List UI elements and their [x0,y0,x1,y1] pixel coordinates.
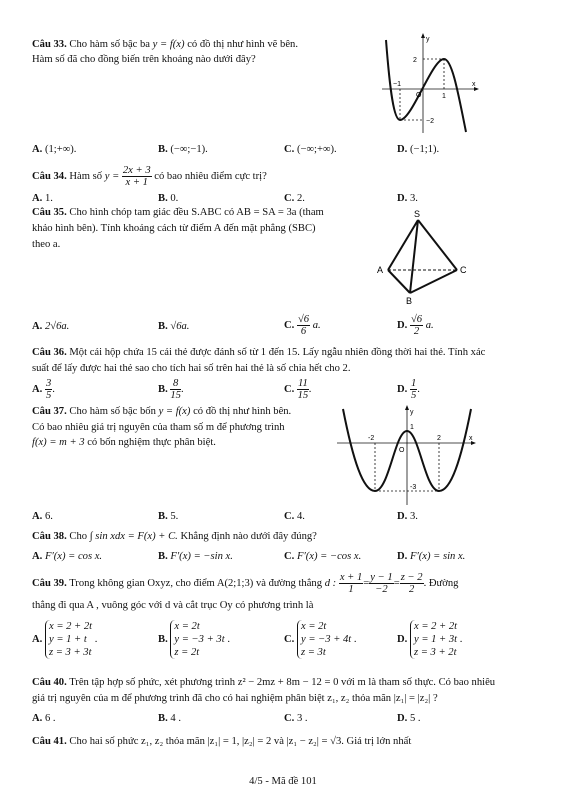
fraction-denominator: 5 [410,390,417,402]
system-row: z = 3 + 3t [48,647,92,658]
fraction-denominator: −2 [375,584,388,596]
option-label: C. [284,193,295,204]
q39-line-name: d : [324,578,337,589]
option-fraction [410,378,417,401]
option-value: (1;+∞). [44,144,77,155]
option-value: (−∞;+∞). [296,144,337,155]
question-label: Câu 39. [32,578,67,589]
q37-option-d[interactable] [397,510,418,524]
option-system [410,620,457,659]
q33-x-axis-label: x [472,81,476,88]
option-label: A. [32,321,43,332]
fraction-numerator: 8 [170,378,181,390]
q39-text2: . Đường [423,578,459,589]
fraction-numerator: √6 [297,314,310,326]
q36-option-c[interactable]: C. $\frac{11}{15}$ . [284,378,312,402]
question-label: Câu 33. [32,39,67,50]
question-label: Câu 40. [32,677,67,688]
option-value: 1. [44,193,53,204]
q33-tick-y-bottom: −2 [426,118,434,125]
option-label: A. [32,144,43,155]
q38-option-d[interactable] [397,550,465,564]
option-tail: . [227,633,230,645]
q33-option-a[interactable] [32,143,76,157]
q34-option-b[interactable] [158,192,178,206]
q39-option-b[interactable] [158,620,230,659]
fraction-denominator: 2 [413,326,420,338]
option-label: A. [32,713,43,724]
option-tail: . [353,633,357,645]
q37-line2: Có bao nhiêu giá trị nguyên của tham số m để phương trình [32,422,285,433]
q35-vertex-s: S [414,209,421,219]
option-label: D. [397,384,408,395]
q33-tick-x-right: 1 [442,93,446,100]
option-label: D. [397,193,408,204]
option-label: C. [284,144,295,155]
option-value: F′(x) = sin x. [409,551,466,562]
option-label: C. [284,384,295,395]
q35-option-b[interactable] [158,320,189,334]
q34-option-d[interactable] [397,192,418,206]
fraction-numerator: x + 1 [339,572,363,584]
q34-lhs: y = [104,171,120,182]
option-tail: . [459,633,463,645]
q33-line2: Hàm số đã cho đồng biến trên khoảng nào dưới đây? [32,54,256,65]
option-label: B. [158,511,168,522]
option-system [45,620,92,659]
q34-option-a[interactable] [32,192,53,206]
q36-option-b[interactable]: B. $\frac{8}{15}$ . [158,378,184,402]
option-value: F′(x) = −sin x. [170,551,233,562]
q35-pyramid-figure [372,208,472,308]
option-tail: . [94,633,98,645]
q35-line1 [32,206,324,220]
fraction-denominator: 1 [348,584,354,596]
option-value: 4 . [170,713,181,724]
q39-text: Trong không gian Oxyz, cho điểm A(2;1;3) và đường thẳng [69,578,323,589]
q37-y-axis-label: y [410,409,414,416]
option-label: B. [158,193,168,204]
q38-text: Cho [69,531,88,542]
fraction-numerator: 11 [297,378,308,390]
q41-text: Cho hai số phức z₁, z₂ thỏa mãn |z₁| = 1, |z₂| = 2 và |z₁ − z₂| = √3. Giá trị lớn nhất [69,736,412,747]
option-tail: a. [312,320,321,331]
system-row: z = 3 + 2t [413,647,457,658]
option-fraction [45,378,52,401]
q36-text: Một cái hộp chứa 15 cái thẻ được đánh số từ 1 đến 15. Lấy ngẫu nhiên đồng thời hai thẻ. Tính xác [69,347,486,358]
option-label: C. [284,633,295,645]
system-row: y = 1 + 3t [413,634,458,645]
question-label: Câu 35. [32,207,67,218]
q39-option-d[interactable] [397,620,462,659]
option-label: A. [32,384,43,395]
q37-option-c[interactable] [284,510,305,524]
q35-option-d[interactable] [397,312,434,340]
system-row: x = 2t [174,621,200,632]
question-label: Câu 38. [32,531,67,542]
q37-option-a[interactable] [32,510,53,524]
q33-tick-y-top: 2 [413,57,417,64]
q36-option-a[interactable]: A. $\frac{3}{5}$ . [32,378,55,402]
option-label: D. [397,320,408,331]
option-label: B. [158,321,168,332]
q37-option-b[interactable] [158,510,178,524]
option-label: C. [284,551,295,562]
q38-option-a[interactable] [32,550,102,564]
q34-fraction [122,165,152,188]
q33-cubic-graph [380,32,480,134]
option-value: F′(x) = cos x. [44,551,103,562]
q35-option-a[interactable] [32,320,69,334]
q36-line2: suất để lấy được hai thẻ sao cho tích hai số trên hai thẻ là số chia hết cho 2. [32,363,351,374]
option-value: 4. [296,511,305,522]
option-fraction [297,378,309,401]
option-label: D. [397,551,408,562]
system-row: x = 2 + 2t [413,621,458,632]
option-label: D. [397,633,408,645]
option-value: 2√6a. [44,321,70,332]
q35-line3: theo a. [32,239,61,250]
option-label: C. [284,320,295,331]
q37-x-axis-label: x [469,435,473,442]
option-label: A. [32,551,43,562]
q37-tick-y-bottom: -3 [410,484,417,491]
option-label: D. [397,713,408,724]
q38-option-c[interactable] [284,550,361,564]
q33-y-axis-label: y [426,36,430,43]
q37-line3 [32,436,216,450]
q34-denominator: x + 1 [125,177,148,189]
q39-option-a[interactable] [32,620,97,659]
q37-quartic-graph [335,405,477,507]
q39-option-c[interactable] [284,620,357,659]
option-label: B. [158,713,168,724]
system-row: y = −3 + 4t [300,634,352,645]
option-label: D. [397,511,408,522]
q37-tick-x-right: 2 [437,435,441,442]
q40-line2: giá trị nguyên của m để phương trình đã cho có hai nghiệm phân biệt z₁, z₂ thỏa mãn |z₁| = |z₂| ? [32,693,438,704]
q40-option-b[interactable] [158,712,181,726]
option-value: (−1;1). [409,144,440,155]
fraction-denominator: 15 [170,390,181,402]
q38-text2: Khẳng định nào dưới đây đúng? [180,531,317,542]
fraction-denominator: 5 [45,390,52,402]
q33-tick-x-left: −1 [393,81,401,88]
q33-option-c[interactable] [284,143,337,157]
q38-line1 [32,530,317,544]
option-label: A. [32,193,43,204]
q34-text2: có bao nhiêu điểm cực trị? [154,171,267,182]
q38-option-b[interactable] [158,550,233,564]
q37-text2: có đồ thị như hình bên. [193,406,292,417]
q39-fraction-x [339,572,363,595]
q33-text2: có đồ thị như hình vẽ bên. [187,39,298,50]
q35-vertex-b: B [406,296,413,306]
fraction-denominator: 15 [297,390,309,402]
q35-vertex-c: C [460,265,467,275]
system-row: y = −3 + 3t [174,634,225,645]
option-value: 3. [409,511,418,522]
q40-option-a[interactable] [32,712,56,726]
question-label: Câu 36. [32,347,67,358]
q36-line1 [32,346,485,360]
q39-line2: thẳng đi qua A , vuông góc với d và cắt trục Oy có phương trình là [32,600,314,611]
q40-option-d[interactable] [397,712,421,726]
system-row: y = 1 + t [48,634,87,645]
fraction-numerator: √6 [410,314,423,326]
option-system [297,620,351,659]
q39-fraction-z [400,572,424,595]
fraction-numerator: 1 [410,378,417,390]
q33-line1 [32,38,298,52]
q34-option-c[interactable] [284,192,305,206]
option-label: C. [284,511,295,522]
option-value: (−∞;−1). [170,144,208,155]
fraction-denominator: 2 [408,584,415,596]
option-value: 0. [170,193,179,204]
option-value: F′(x) = −cos x. [296,551,362,562]
option-label: A. [32,633,43,645]
q37-origin-label: O [399,447,405,454]
page-footer: 4/5 - Mã đề 101 [249,776,317,787]
option-value: 5 . [409,713,421,724]
q37-text3: có bốn nghiệm thực phân biệt. [87,437,216,448]
option-system [170,620,224,659]
system-row: z = 2t [174,647,200,658]
option-label: D. [397,144,408,155]
system-row: x = 2t [300,621,327,632]
q37-line1 [32,405,291,419]
q39-line1: Câu 39. Trong không gian Oxyz, cho điểm A(2;1;3) và đường thẳng d : $\frac{x + 1}{1}$ = $\frac{y - 1}{-2}$ = $\frac{z - 2}{2}$ . Đường [32,572,459,596]
fraction-numerator: 3 [45,378,52,390]
fraction-denominator: 6 [300,326,307,338]
option-value: 2. [296,193,305,204]
q33-text: Cho hàm số bậc ba [69,39,151,50]
option-fraction [297,314,310,337]
q33-option-d[interactable] [397,143,439,157]
q41-line1 [32,735,411,749]
q40-text: Trên tập hợp số phức, xét phương trình z² − 2mz + 8m − 12 = 0 với m là tham số thực. Có bao nhiêu [69,677,496,688]
system-row: x = 2 + 2t [48,621,93,632]
question-label: Câu 37. [32,406,67,417]
option-value: 5. [170,511,179,522]
option-label: B. [158,384,168,395]
q37-tick-x-left: -2 [368,435,375,442]
q35-line2: khảo hình bên). Tính khoảng cách từ điểm A đến mặt phẳng (SBC) [32,223,316,234]
option-fraction [410,314,423,337]
option-value: 6. [44,511,53,522]
q37-equation: f(x) = m + 3 [32,437,85,448]
q34-line1 [32,165,267,189]
q38-integral: ∫ sin xdx = F(x) + C. [89,531,178,542]
option-value: 3 . [296,713,308,724]
q33-func: y = f(x) [152,39,185,50]
option-value: 3. [409,193,418,204]
q36-option-d[interactable]: D. $\frac{1}{5}$ . [397,378,420,402]
q40-option-c[interactable] [284,712,308,726]
option-value: √6a. [170,321,190,332]
q37-func: y = f(x) [158,406,191,417]
option-value: 6 . [44,713,56,724]
fraction-numerator: z − 2 [400,572,423,584]
q39-fraction-y [369,572,393,595]
system-row: z = 3t [300,647,326,658]
fraction-numerator: y − 1 [370,572,393,584]
q40-line1 [32,676,495,690]
question-label: Câu 34. [32,171,67,182]
option-label: B. [158,633,168,645]
option-label: A. [32,511,43,522]
option-label: C. [284,713,295,724]
q35-vertex-a: A [377,265,384,275]
option-label: B. [158,551,168,562]
option-label: B. [158,144,168,155]
question-label: Câu 41. [32,736,67,747]
q35-option-c[interactable] [284,312,321,340]
q37-tick-y-top: 1 [410,424,414,431]
q33-origin-label: O [416,92,422,99]
q34-text: Hàm số [69,171,103,182]
q35-text: Cho hình chóp tam giác đều S.ABC có AB = SA = 3a (tham [69,207,324,218]
option-fraction [170,378,181,401]
option-tail: a. [425,320,434,331]
q37-text: Cho hàm số bậc bốn [69,406,156,417]
q33-option-b[interactable] [158,143,208,157]
q34-numerator: 2x + 3 [122,165,151,177]
